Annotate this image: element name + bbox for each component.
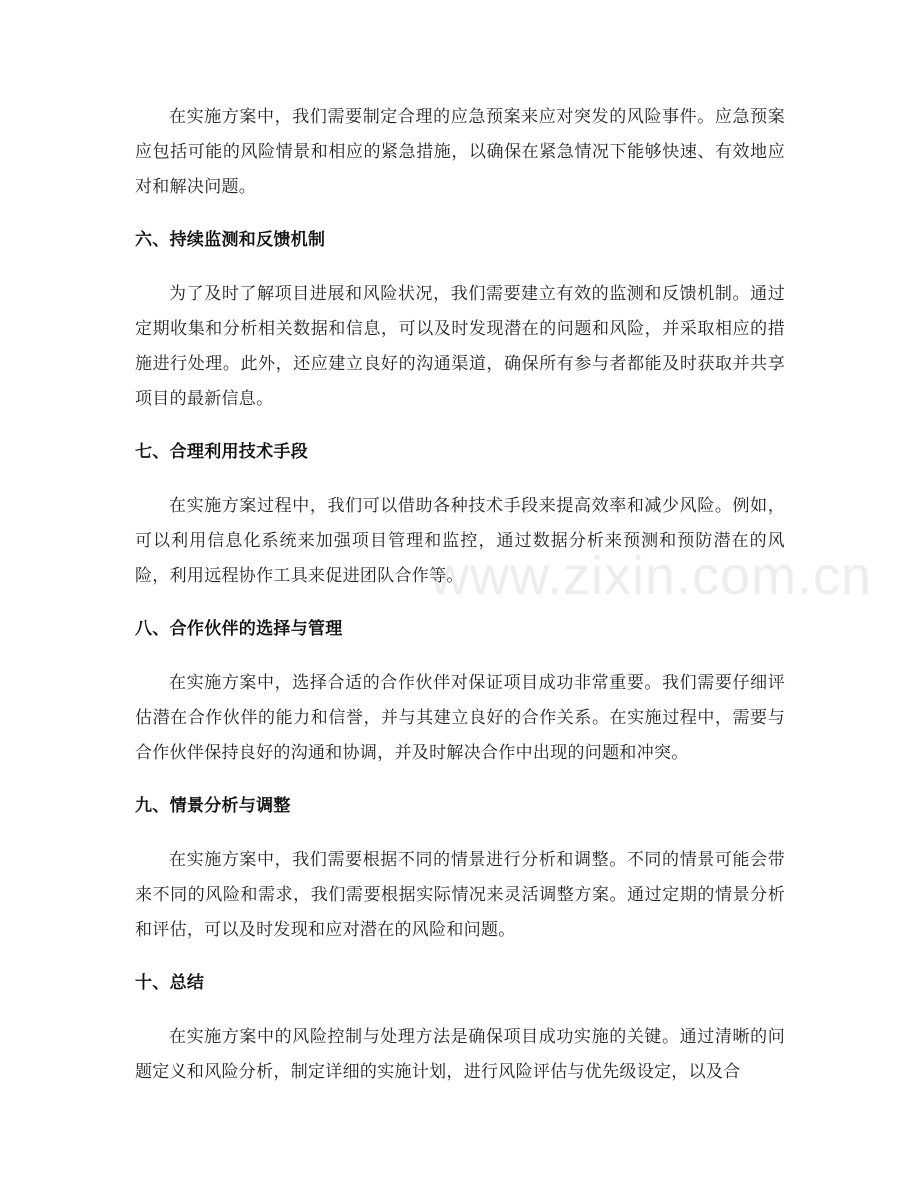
section-paragraph-6: 为了及时了解项目进展和风险状况，我们需要建立有效的监测和反馈机制。通过定期收集和分析相关数据和信息，可以及时发现潜在的问题和风险，并采取相应的措施进行处理。此外，还应建立良好的沟通渠道，确保所有参与者都能及时获取并共享项目的最新信息。 (135, 284, 785, 409)
section-paragraph-8: 在实施方案中，选择合适的合作伙伴对保证项目成功非常重要。我们需要仔细评估潜在合作伙伴的能力和信誉，并与其建立良好的合作关系。在实施过程中，需要与合作伙伴保持良好的沟通和协调，并及时解决合作中出现的问题和冲突。 (135, 673, 785, 763)
intro-paragraph: 在实施方案中，我们需要制定合理的应急预案来应对突发的风险事件。应急预案应包括可能的风险情景和相应的紧急措施，以确保在紧急情况下能够快速、有效地应对和解决问题。 (135, 107, 785, 197)
section-paragraph-10: 在实施方案中的风险控制与处理方法是确保项目成功实施的关键。通过清晰的问题定义和风险分析，制定详细的实施计划，进行风险评估与优先级设定，以及合 (135, 1027, 785, 1082)
section-paragraph-7: 在实施方案过程中，我们可以借助各种技术手段来提高效率和减少风险。例如，可以利用信息化系统来加强项目管理和监控，通过数据分析来预测和预防潜在的风险，利用远程协作工具来促进团队合作等。 (135, 496, 785, 586)
section-heading-7: 七、合理利用技术手段 (135, 442, 308, 462)
section-paragraph-9: 在实施方案中，我们需要根据不同的情景进行分析和调整。不同的情景可能会带来不同的风险和需求，我们需要根据实际情况来灵活调整方案。通过定期的情景分析和评估，可以及时发现和应对潜在的风险和问题。 (135, 850, 785, 940)
section-heading-6: 六、持续监测和反馈机制 (135, 230, 326, 250)
section-heading-10: 十、总结 (135, 973, 205, 993)
section-heading-9: 九、情景分析与调整 (135, 796, 291, 816)
watermark: www.zixin.com.cn (430, 546, 873, 606)
document-body (135, 100, 785, 1090)
section-heading-8: 八、合作伙伴的选择与管理 (135, 619, 343, 639)
